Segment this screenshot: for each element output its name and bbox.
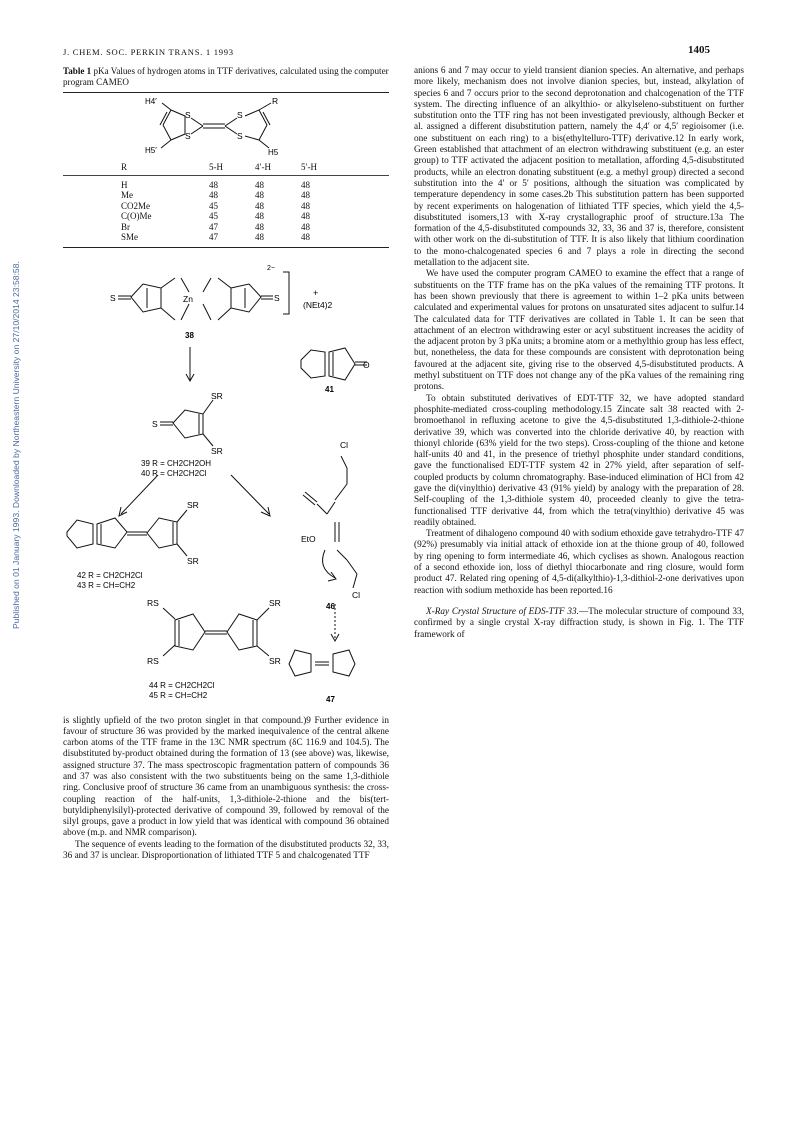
cell-substituent: SMe [121,232,139,242]
ttf-structure-diagram [63,93,389,157]
cell-value: 45 [209,200,218,211]
compound-40-label: 40 R = CH2CH2Cl [141,468,207,478]
table-label: Table 1 [63,66,92,76]
table-header-row [118,162,378,173]
sr-label: SR [269,597,281,608]
compound-46-number: 46 [326,601,335,611]
cell-substituent: Br [121,221,130,232]
right-paragraph-2: We have used the computer program CAMEO to examine the effect that a range of substituents on the TTF frame has on the pKa values of the remaining TTF protons. It has been shown previously that there is agreement to within 1–2 pKa units between calculated and experimental values for protons on unsaturated sites adjacent to sulfur.14 The calculated data for TTF derivatives are collated in Table 1. It can be seen that attachment of an electron withdrawing ester or acyl substituent increases the acidity of the adjacent proton by 3 pKa units; a bromine atom or a methylthio group has less effect, but, nonetheless, the data for these compounds are consistent with deprotonation being favoured at the adjacent site, giving rise to the observed 4,5-disubstituted products. A methyl substituent on TTF does not change any of the pKa values of the remaining ring protons. [414,269,744,393]
s-atom: S [185,131,191,141]
cell-value: 48 [255,211,264,221]
left-column [63,66,389,862]
charge-label: 2− [267,264,275,272]
compound-39-label: 39 R = CH2CH2OH [141,458,212,468]
right-paragraph-1: anions 6 and 7 may occur to yield transient dianion species. An alternative, and perhaps more likely, mechanism does not involve dianion species, but, instead, alkylation of species 6 and 7 occurs prior to the second deprotonation and chalcogenation of the TTF system. The directing influence of an alkylthio- or alkylseleno-substituent on further substitution onto the TTF ring has not been investigated previously, although Becker et al. assigned a different disubstitution pattern, namely the 4,4′ or 4,5′ regioisomer (i.e. one substituent on each ring) to a bis(ethyltelluro-TTF) derivative.12 In early work, Green established that attachment of an electron withdrawing substituent (e.g. an ester group) to TTF activated the adjacent position to metallation, affording 4,5-disubstituted products, while an electron donating substituent (e.g. a methyl group) directed a second substitution into the 4′ or 5′ positions, although the situation was complicated by temperature dependency in some cases.2b This substitution pattern has been supported by recent experiments on halogenation of lithiated TTF species, which yield the 4,5-disubstituted isomers,13 with X-ray crystallographic proof of structure.13a The formation of the 4,5-disubstituted compounds 32, 33, 36 and 37 is, therefore, consistent with other work on the di-substitution of TTF. It is also likely that lithium coordination to the mono-chalcogenated species 6 and 7 plays a role in directing the second metallation to the adjacent site. [414,66,744,269]
cell-value: 48 [255,190,264,200]
download-watermark: Published on 01 January 1993. Downloaded by Northeastern University on 27/10/2014 23:58:58. [11,261,21,629]
table-caption [63,66,389,88]
sr-label: SR [187,499,199,510]
xray-text: —The molecular structure of compound 33, confirmed by a single crystal X-ray diffraction study, is shown in Fig. 1. The TTF framework of [414,606,744,640]
cl-atom: Cl [340,439,349,450]
compound-44-label: 44 R = CH2CH2Cl [149,680,215,690]
cell-value: 48 [301,221,310,232]
cell-value: 48 [255,221,264,232]
table-bottom-rule [63,247,389,248]
xray-section [414,607,744,641]
zn-atom: Zn [183,293,193,304]
cell-substituent: H [121,179,128,190]
rs-label: RS [147,655,159,666]
compound-45-label: 45 R = CH=CH2 [149,690,208,700]
right-paragraph-3: To obtain substituted derivatives of EDT-TTF 32, we have adopted standard phosphite-mediated cross-coupling methodology.15 Zincate salt 38 reacted with 2-bromoethanol in refluxing acetone to give the 4,5-disubstituted 1,3-dithiole-2-thione derivative 39, which was converted into the chloride derivative 40, by reaction with thionyl chloride (63% yield for the two steps). Cross-coupling of the thione and ketone half-units 40 and 41, in the presence of triethyl phosphite under standard conditions, gave the functionalised EDT-TTF system 42 in 27% yield, after separation of self-coupled products by column chromatography. Base-induced elimination of HCl from 42 gave the di(vinylthio) derivative 43 (91% yield) by analogy with the preparation of 28. Self-coupling of the 1,3-dithiole system 40, proceeded cleanly to give the tetra-functionalised TTF derivative 44, from which the tetra(vinylthio) derivative 45 was readily obtained. [414,393,744,528]
s-atom: S [274,292,280,303]
s-atom: S [152,418,158,429]
compound-41-number: 41 [325,384,334,394]
s-atom: S [237,131,243,141]
table-caption-text: pKa Values of hydrogen atoms in TTF derivatives, calculated using the computer program CAMEO [63,66,389,87]
pka-table [118,162,378,173]
s-atom: S [185,110,191,120]
h5-label: H5 [268,148,279,157]
cell-value: 47 [209,221,218,232]
left-paragraph-1: is slightly upfield of the two proton singlet in that compound.)9 Further evidence in favour of structure 36 was provided by the marked inequivalence of the central alkene carbon atoms of the TTF frame in the 13C NMR spectrum (δC 116.9 and 104.5). The disubstituted by-product obtained during the formation of 13 (see above) was, likewise, assigned structure 37. The mass spectroscopic fragmentation pattern of compounds 36 and 37 was also consistent with the two substituents being on the same 1,3-dithiole ring. Conclusive proof of structure 36 came from an unambiguous synthesis: the cross-coupling reaction of the half-units, 1,3-dithiole-2-thione and the bis(tert-butyldiphenylsilyl)-protected derivative of compound 39, followed by removal of the silyl groups, gave a product in low yield that was identical with compound 36 obtained above (m.p. and NMR comparison). [63,715,389,839]
s-atom: S [110,292,116,303]
table-row [118,190,378,201]
cell-value: 48 [209,190,218,200]
cell-value: 47 [209,232,218,242]
counterion-label: (NEt4)2 [303,299,333,310]
cell-substituent: C(O)Me [121,211,152,221]
h5p-label: H5′ [145,146,157,155]
running-head: J. CHEM. SOC. PERKIN TRANS. 1 1993 [63,47,234,57]
sr-label: SR [211,390,223,401]
column-header: 5-H [209,162,223,172]
cl-atom: Cl [352,589,361,600]
table-row [118,211,378,222]
cell-substituent: Me [121,190,133,200]
rs-label: RS [147,597,159,608]
cell-value: 48 [301,190,310,200]
sr-label: SR [269,655,281,666]
sr-label: SR [187,555,199,566]
table-row [118,201,378,212]
eto-label: EtO [301,533,316,544]
table-row [118,232,378,243]
xray-heading: X-Ray Crystal Structure of EDS-TTF 33. [426,606,579,617]
table-row [118,222,378,233]
pka-table-body [118,180,378,243]
table-row [118,180,378,191]
r-label: R [272,96,279,106]
cell-value: 48 [301,179,310,190]
compound-42-label: 42 R = CH2CH2Cl [77,570,143,580]
column-header: 5′-H [301,162,317,172]
compound-38-number: 38 [185,330,194,340]
cell-value: 48 [301,232,310,242]
right-paragraph-4: Treatment of dihalogeno compound 40 with sodium ethoxide gave tetrahydro-TTF 47 (92%) presumably via initial attack of ethoxide ion at the thione group of 40, followed by ring opening to form intermediate 46, which cyclises as shown. Analogous reaction of a second ethoxide ion, loss of diethyl thiocarbonate and ring closure, would form product 47. Related ring opening of 4,5-di(alkylthio)-1,3-dithiol-2-one derivatives upon reaction with sodium methoxide has been reported.16 [414,529,744,596]
cell-substituent: CO2Me [121,200,150,211]
page-number: 1405 [688,44,710,56]
cell-value: 48 [301,211,310,221]
sr-label: SR [211,445,223,456]
cell-value: 48 [255,179,264,190]
compound-47-number: 47 [326,694,335,704]
reaction-scheme [63,252,389,716]
table-header-rule [63,175,389,176]
cell-value: 48 [255,200,264,211]
s-atom: S [237,110,243,120]
cell-value: 48 [209,179,218,190]
cell-value: 48 [301,200,310,211]
column-header: R [121,162,128,172]
h4p-label: H4′ [145,97,157,106]
plus-sign: + [313,287,319,298]
cell-value: 48 [255,232,264,242]
o-atom: O [363,359,370,370]
cell-value: 45 [209,211,218,221]
column-header: 4′-H [255,162,271,172]
right-column [414,66,744,641]
compound-43-label: 43 R = CH=CH2 [77,580,136,590]
left-paragraph-2: The sequence of events leading to the formation of the disubstituted products 32, 33, 36 and 37 is unclear. Disproportionation of lithiated TTF 5 and chalcogenated TTF [63,839,389,862]
